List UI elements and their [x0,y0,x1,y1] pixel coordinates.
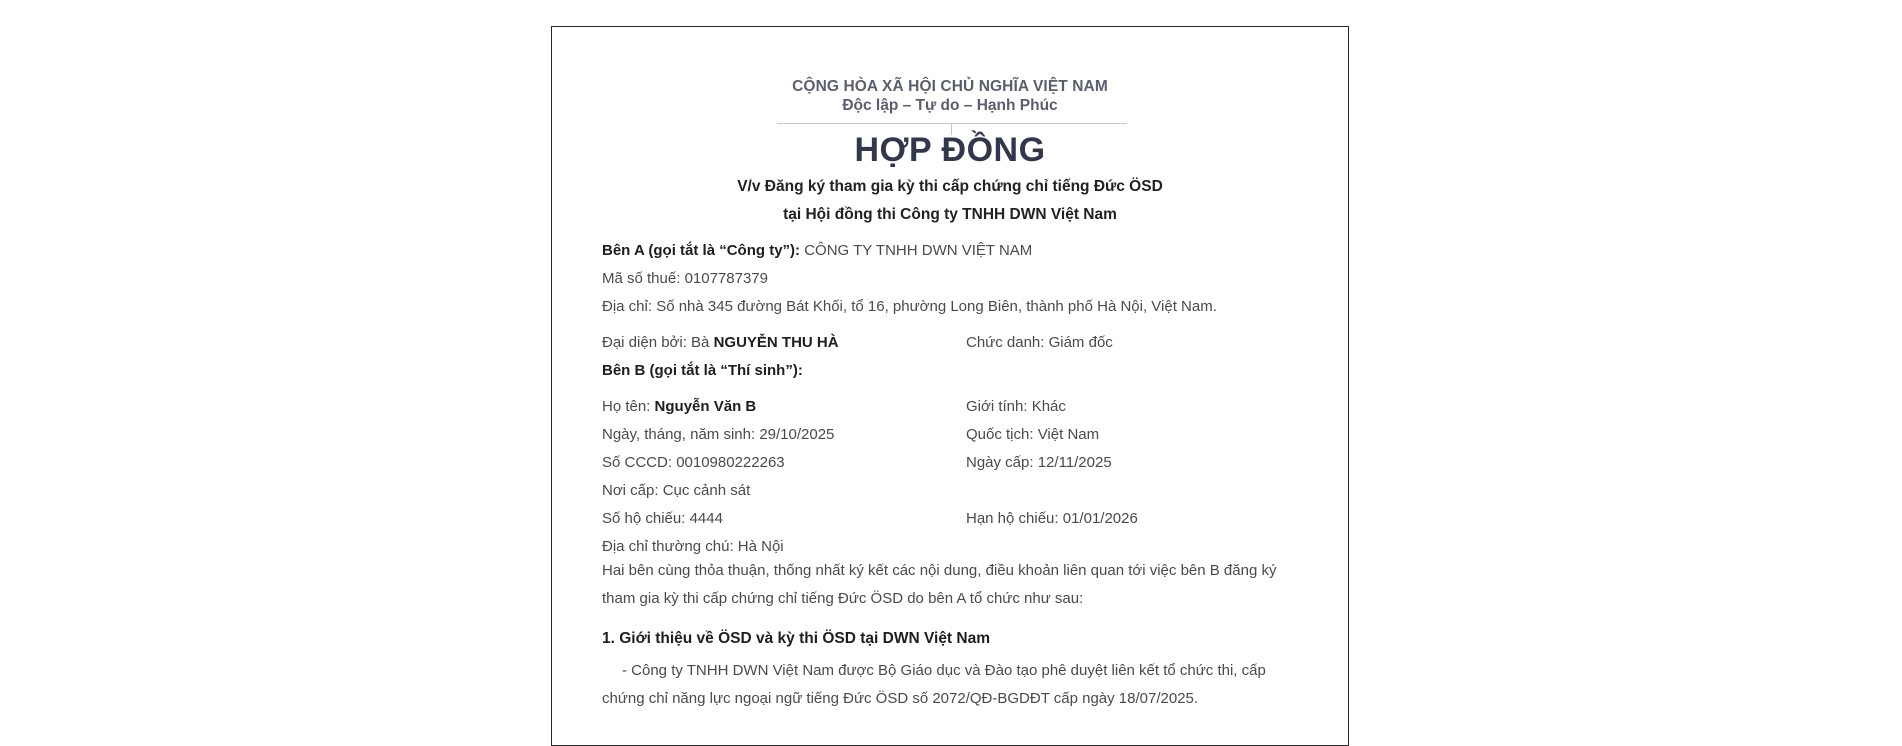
gender-field [966,397,1066,417]
party-a-rep-line [602,333,1308,353]
national-header [552,77,1348,115]
party-b-name-line [602,397,1308,417]
agreement-intro: Hai bên cùng thỏa thuận, thống nhất ký kết các nội dung, điều khoản liên quan tới việc bên B đăng ký tham gia kỳ thi cấp chứng chỉ tiếng Đức ÖSD do bên A tổ chức như sau: [602,562,1277,607]
party-b-residence-line [602,537,1308,557]
party-b-issue-place-line [602,481,1308,501]
document-title: HỢP ĐỒNG [854,131,1046,169]
issue-place-value: Cục cảnh sát [662,482,751,499]
document-subtitle-venue: tại Hội đồng thi Công ty TNHH DWN Việt Nam [783,206,1117,223]
party-a-name: CÔNG TY TNHH DWN VIỆT NAM [804,242,1033,259]
party-b-line [602,361,1308,381]
representative-label: Đại diện bởi: Bà [602,334,710,351]
residence-label: Địa chỉ thường chú: [602,538,734,555]
passport-expiry-value: 01/01/2026 [1062,510,1138,527]
party-b-passport-line [602,509,1308,529]
nation-name: CỘNG HÒA XÃ HỘI CHỦ NGHĨA VIỆT NAM [792,78,1108,95]
nationality-label: Quốc tịch: [966,426,1034,443]
party-b-dob-line [602,425,1308,445]
party-b-label: Bên B (gọi tắt là “Thí sinh”): [602,362,803,379]
issue-place-label: Nơi cấp: [602,482,659,499]
nationality-field [966,425,1099,445]
fullname-value: Nguyễn Văn B [654,398,757,415]
id-label: Số CCCD: [602,454,673,471]
document-subtitle: V/v Đăng ký tham gia kỳ thi cấp chứng chỉ tiếng Đức ÖSD [737,178,1163,195]
tax-code-label: Mã số thuế: [602,270,681,287]
passport-label: Số hộ chiếu: [602,510,686,527]
contract-page [551,26,1349,746]
passport-value: 4444 [689,510,723,527]
party-a-line [602,241,1308,261]
issue-date-field [966,453,1112,473]
party-a-label: Bên A (gọi tắt là “Công ty”): [602,242,801,259]
nationality-value: Việt Nam [1037,426,1100,443]
dob-label: Ngày, tháng, năm sinh: [602,426,756,443]
residence-value: Hà Nội [737,538,784,555]
header-divider [777,123,1127,124]
gender-value: Khác [1031,398,1066,415]
passport-expiry-label: Hạn hộ chiếu: [966,510,1059,527]
fullname-label: Họ tên: [602,398,651,415]
party-b-id-line [602,453,1308,473]
position-label: Chức danh: [966,334,1045,351]
national-motto: Độc lập – Tự do – Hạnh Phúc [842,97,1058,114]
address-value: Số nhà 345 đường Bát Khối, tổ 16, phường Long Biên, thành phố Hà Nội, Việt Nam. [656,298,1217,315]
position-value: Giám đốc [1048,334,1113,351]
issue-date-label: Ngày cấp: [966,454,1034,471]
party-a-address-line [602,297,1308,317]
section-1-heading: 1. Giới thiệu về ÖSD và kỳ thi ÖSD tại DWN Việt Nam [602,630,990,647]
passport-expiry-field [966,509,1138,529]
id-value: 0010980222263 [676,454,785,471]
dob-value: 29/10/2025 [759,426,835,443]
representative-name: NGUYỄN THU HÀ [713,334,839,351]
position-field [966,333,1113,353]
gender-label: Giới tính: [966,398,1028,415]
section-1-paragraph: - Công ty TNHH DWN Việt Nam được Bộ Giáo dục và Đào tạo phê duyệt liên kết tổ chức thi, cấp chứng chỉ năng lực ngoại ngữ tiếng Đức ÖSD số 2072/QĐ-BGDĐT cấp ngày 18/07/2025. [602,662,1266,707]
tax-code-value: 0107787379 [684,270,768,287]
address-label: Địa chỉ: [602,298,653,315]
issue-date-value: 12/11/2025 [1037,454,1112,471]
party-a-tax-line [602,269,1308,289]
